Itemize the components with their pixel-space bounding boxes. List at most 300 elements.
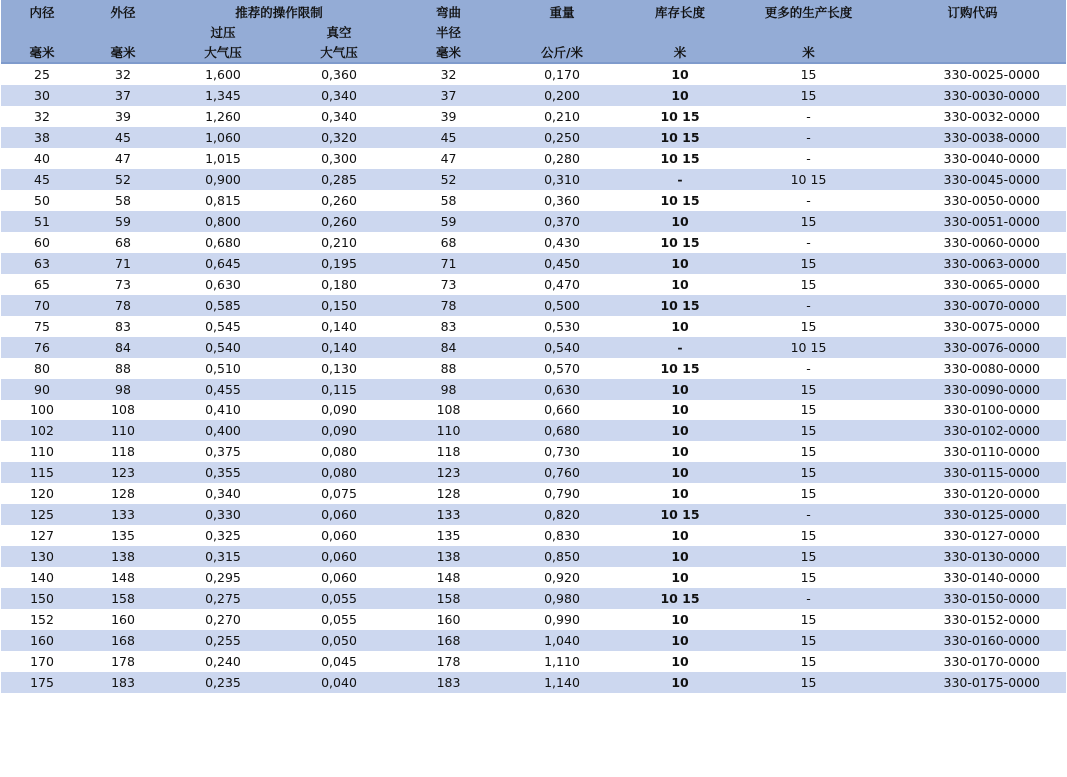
outer-dia-cell: 128 bbox=[83, 483, 163, 504]
more-lengths-cell: 15 bbox=[738, 211, 879, 232]
overpressure-cell: 0,630 bbox=[163, 274, 283, 295]
more-lengths-cell: 15 bbox=[738, 441, 879, 462]
table-row bbox=[1, 63, 1066, 85]
inner-dia-cell: 38 bbox=[1, 127, 83, 148]
more-lengths-cell: - bbox=[738, 588, 879, 609]
bend-radius-cell: 88 bbox=[395, 358, 502, 379]
outer-dia-cell: 39 bbox=[83, 106, 163, 127]
outer-dia-cell: 178 bbox=[83, 651, 163, 672]
bend-radius-cell: 128 bbox=[395, 483, 502, 504]
outer-dia-cell: 160 bbox=[83, 609, 163, 630]
weight-cell: 0,170 bbox=[502, 63, 622, 85]
weight-cell: 0,850 bbox=[502, 546, 622, 567]
weight-cell: 0,680 bbox=[502, 420, 622, 441]
table-row bbox=[1, 295, 1066, 316]
more-lengths-cell: - bbox=[738, 295, 879, 316]
overpressure-cell: 0,400 bbox=[163, 420, 283, 441]
stock-length-cell: 10 bbox=[622, 630, 738, 651]
weight-cell: 0,630 bbox=[502, 379, 622, 400]
more-lengths-cell: 15 bbox=[738, 274, 879, 295]
overpressure-cell: 0,355 bbox=[163, 462, 283, 483]
more-lengths-cell: 15 bbox=[738, 253, 879, 274]
overpressure-cell: 0,540 bbox=[163, 337, 283, 358]
bend-radius-cell: 84 bbox=[395, 337, 502, 358]
unit-m-more: 米 bbox=[738, 41, 879, 63]
bend-radius-cell: 148 bbox=[395, 567, 502, 588]
stock-length-cell: 10 bbox=[622, 483, 738, 504]
outer-dia-cell: 108 bbox=[83, 400, 163, 421]
stock-length-cell: 10 15 bbox=[622, 190, 738, 211]
weight-cell: 0,540 bbox=[502, 337, 622, 358]
overpressure-cell: 1,600 bbox=[163, 63, 283, 85]
order-code-cell: 330-0110-0000 bbox=[879, 441, 1066, 462]
weight-cell: 0,660 bbox=[502, 400, 622, 421]
inner-dia-cell: 50 bbox=[1, 190, 83, 211]
inner-dia-cell: 30 bbox=[1, 85, 83, 106]
overpressure-cell: 0,330 bbox=[163, 504, 283, 525]
outer-dia-cell: 37 bbox=[83, 85, 163, 106]
outer-dia-cell: 183 bbox=[83, 672, 163, 693]
order-code-cell: 330-0125-0000 bbox=[879, 504, 1066, 525]
stock-length-cell: 10 bbox=[622, 420, 738, 441]
vacuum-cell: 0,195 bbox=[283, 253, 395, 274]
table-row bbox=[1, 106, 1066, 127]
order-code-cell: 330-0038-0000 bbox=[879, 127, 1066, 148]
weight-cell: 0,790 bbox=[502, 483, 622, 504]
more-lengths-cell: - bbox=[738, 504, 879, 525]
inner-dia-cell: 100 bbox=[1, 400, 83, 421]
inner-dia-cell: 63 bbox=[1, 253, 83, 274]
vacuum-cell: 0,045 bbox=[283, 651, 395, 672]
outer-dia-cell: 118 bbox=[83, 441, 163, 462]
weight-cell: 0,570 bbox=[502, 358, 622, 379]
overpressure-cell: 0,270 bbox=[163, 609, 283, 630]
weight-cell: 0,730 bbox=[502, 441, 622, 462]
order-code-cell: 330-0070-0000 bbox=[879, 295, 1066, 316]
inner-dia-cell: 76 bbox=[1, 337, 83, 358]
order-code-cell: 330-0102-0000 bbox=[879, 420, 1066, 441]
bend-radius-cell: 73 bbox=[395, 274, 502, 295]
more-lengths-cell: - bbox=[738, 127, 879, 148]
bend-radius-cell: 37 bbox=[395, 85, 502, 106]
more-lengths-cell: 15 bbox=[738, 567, 879, 588]
stock-length-cell: 10 15 bbox=[622, 588, 738, 609]
more-lengths-cell: 15 bbox=[738, 379, 879, 400]
overpressure-cell: 0,510 bbox=[163, 358, 283, 379]
table-body bbox=[1, 63, 1066, 693]
order-code-cell: 330-0051-0000 bbox=[879, 211, 1066, 232]
col-order-code: 订购代码 bbox=[879, 0, 1066, 23]
overpressure-cell: 0,375 bbox=[163, 441, 283, 462]
order-code-cell: 330-0115-0000 bbox=[879, 462, 1066, 483]
table-row bbox=[1, 483, 1066, 504]
order-code-cell: 330-0175-0000 bbox=[879, 672, 1066, 693]
outer-dia-cell: 168 bbox=[83, 630, 163, 651]
stock-length-cell: 10 bbox=[622, 567, 738, 588]
table-row bbox=[1, 672, 1066, 693]
more-lengths-cell: - bbox=[738, 148, 879, 169]
outer-dia-cell: 123 bbox=[83, 462, 163, 483]
table-row bbox=[1, 211, 1066, 232]
overpressure-cell: 1,260 bbox=[163, 106, 283, 127]
vacuum-cell: 0,140 bbox=[283, 316, 395, 337]
col-more-lengths: 更多的生产长度 bbox=[738, 0, 879, 23]
table-row bbox=[1, 630, 1066, 651]
outer-dia-cell: 59 bbox=[83, 211, 163, 232]
overpressure-cell: 1,060 bbox=[163, 127, 283, 148]
bend-radius-cell: 110 bbox=[395, 420, 502, 441]
weight-cell: 1,110 bbox=[502, 651, 622, 672]
overpressure-cell: 1,345 bbox=[163, 85, 283, 106]
overpressure-cell: 0,240 bbox=[163, 651, 283, 672]
bend-radius-cell: 178 bbox=[395, 651, 502, 672]
table-header bbox=[1, 0, 1066, 63]
stock-length-cell: 10 15 bbox=[622, 106, 738, 127]
stock-length-cell: - bbox=[622, 337, 738, 358]
inner-dia-cell: 75 bbox=[1, 316, 83, 337]
col-recommended-limits: 推荐的操作限制 bbox=[163, 0, 395, 23]
weight-cell: 0,280 bbox=[502, 148, 622, 169]
table-row bbox=[1, 190, 1066, 211]
overpressure-cell: 0,295 bbox=[163, 567, 283, 588]
overpressure-cell: 0,680 bbox=[163, 232, 283, 253]
table-row bbox=[1, 651, 1066, 672]
col-outer-diameter: 外径 bbox=[83, 0, 163, 23]
order-code-cell: 330-0100-0000 bbox=[879, 400, 1066, 421]
more-lengths-cell: 15 bbox=[738, 672, 879, 693]
outer-dia-cell: 148 bbox=[83, 567, 163, 588]
outer-dia-cell: 32 bbox=[83, 63, 163, 85]
outer-dia-cell: 73 bbox=[83, 274, 163, 295]
overpressure-cell: 1,015 bbox=[163, 148, 283, 169]
vacuum-cell: 0,090 bbox=[283, 420, 395, 441]
bend-radius-cell: 45 bbox=[395, 127, 502, 148]
inner-dia-cell: 45 bbox=[1, 169, 83, 190]
more-lengths-cell: 15 bbox=[738, 462, 879, 483]
weight-cell: 0,370 bbox=[502, 211, 622, 232]
inner-dia-cell: 51 bbox=[1, 211, 83, 232]
table-row bbox=[1, 588, 1066, 609]
col-bend-radius: 半径 bbox=[395, 23, 502, 41]
table-row bbox=[1, 337, 1066, 358]
more-lengths-cell: 15 bbox=[738, 85, 879, 106]
inner-dia-cell: 70 bbox=[1, 295, 83, 316]
overpressure-cell: 0,340 bbox=[163, 483, 283, 504]
order-code-cell: 330-0075-0000 bbox=[879, 316, 1066, 337]
vacuum-cell: 0,055 bbox=[283, 588, 395, 609]
inner-dia-cell: 130 bbox=[1, 546, 83, 567]
inner-dia-cell: 115 bbox=[1, 462, 83, 483]
bend-radius-cell: 83 bbox=[395, 316, 502, 337]
more-lengths-cell: - bbox=[738, 232, 879, 253]
outer-dia-cell: 133 bbox=[83, 504, 163, 525]
stock-length-cell: 10 bbox=[622, 379, 738, 400]
outer-dia-cell: 135 bbox=[83, 525, 163, 546]
outer-dia-cell: 88 bbox=[83, 358, 163, 379]
order-code-cell: 330-0076-0000 bbox=[879, 337, 1066, 358]
inner-dia-cell: 127 bbox=[1, 525, 83, 546]
vacuum-cell: 0,320 bbox=[283, 127, 395, 148]
vacuum-cell: 0,040 bbox=[283, 672, 395, 693]
col-inner-diameter: 内径 bbox=[1, 0, 83, 23]
order-code-cell: 330-0030-0000 bbox=[879, 85, 1066, 106]
inner-dia-cell: 25 bbox=[1, 63, 83, 85]
outer-dia-cell: 52 bbox=[83, 169, 163, 190]
outer-dia-cell: 68 bbox=[83, 232, 163, 253]
unit-atm-overpressure: 大气压 bbox=[163, 41, 283, 63]
stock-length-cell: 10 15 bbox=[622, 232, 738, 253]
stock-length-cell: 10 bbox=[622, 672, 738, 693]
unit-m-stock: 米 bbox=[622, 41, 738, 63]
vacuum-cell: 0,080 bbox=[283, 441, 395, 462]
inner-dia-cell: 40 bbox=[1, 148, 83, 169]
order-code-cell: 330-0152-0000 bbox=[879, 609, 1066, 630]
weight-cell: 0,990 bbox=[502, 609, 622, 630]
table-row bbox=[1, 127, 1066, 148]
inner-dia-cell: 80 bbox=[1, 358, 83, 379]
more-lengths-cell: 15 bbox=[738, 316, 879, 337]
overpressure-cell: 0,275 bbox=[163, 588, 283, 609]
table-row bbox=[1, 546, 1066, 567]
order-code-cell: 330-0032-0000 bbox=[879, 106, 1066, 127]
more-lengths-cell: 15 bbox=[738, 546, 879, 567]
table-row bbox=[1, 525, 1066, 546]
vacuum-cell: 0,260 bbox=[283, 190, 395, 211]
table-row bbox=[1, 169, 1066, 190]
outer-dia-cell: 138 bbox=[83, 546, 163, 567]
stock-length-cell: 10 15 bbox=[622, 127, 738, 148]
vacuum-cell: 0,300 bbox=[283, 148, 395, 169]
outer-dia-cell: 83 bbox=[83, 316, 163, 337]
inner-dia-cell: 152 bbox=[1, 609, 83, 630]
table-row bbox=[1, 358, 1066, 379]
stock-length-cell: 10 bbox=[622, 651, 738, 672]
more-lengths-cell: 15 bbox=[738, 630, 879, 651]
stock-length-cell: 10 bbox=[622, 85, 738, 106]
vacuum-cell: 0,060 bbox=[283, 525, 395, 546]
unit-mm-inner: 毫米 bbox=[1, 41, 83, 63]
weight-cell: 0,310 bbox=[502, 169, 622, 190]
overpressure-cell: 0,255 bbox=[163, 630, 283, 651]
weight-cell: 0,360 bbox=[502, 190, 622, 211]
order-code-cell: 330-0045-0000 bbox=[879, 169, 1066, 190]
col-bend: 弯曲 bbox=[395, 0, 502, 23]
outer-dia-cell: 110 bbox=[83, 420, 163, 441]
overpressure-cell: 0,455 bbox=[163, 379, 283, 400]
bend-radius-cell: 78 bbox=[395, 295, 502, 316]
vacuum-cell: 0,055 bbox=[283, 609, 395, 630]
more-lengths-cell: 15 bbox=[738, 483, 879, 504]
vacuum-cell: 0,080 bbox=[283, 462, 395, 483]
overpressure-cell: 0,815 bbox=[163, 190, 283, 211]
more-lengths-cell: 15 bbox=[738, 525, 879, 546]
stock-length-cell: 10 bbox=[622, 462, 738, 483]
unit-kg-per-m: 公斤/米 bbox=[502, 41, 622, 63]
stock-length-cell: - bbox=[622, 169, 738, 190]
stock-length-cell: 10 bbox=[622, 211, 738, 232]
stock-length-cell: 10 15 bbox=[622, 295, 738, 316]
inner-dia-cell: 102 bbox=[1, 420, 83, 441]
table-row bbox=[1, 441, 1066, 462]
more-lengths-cell: 15 bbox=[738, 420, 879, 441]
outer-dia-cell: 71 bbox=[83, 253, 163, 274]
stock-length-cell: 10 bbox=[622, 274, 738, 295]
col-stock-length: 库存长度 bbox=[622, 0, 738, 23]
inner-dia-cell: 150 bbox=[1, 588, 83, 609]
vacuum-cell: 0,150 bbox=[283, 295, 395, 316]
weight-cell: 0,920 bbox=[502, 567, 622, 588]
bend-radius-cell: 168 bbox=[395, 630, 502, 651]
bend-radius-cell: 183 bbox=[395, 672, 502, 693]
col-vacuum: 真空 bbox=[283, 23, 395, 41]
weight-cell: 1,140 bbox=[502, 672, 622, 693]
overpressure-cell: 0,325 bbox=[163, 525, 283, 546]
stock-length-cell: 10 bbox=[622, 253, 738, 274]
weight-cell: 0,210 bbox=[502, 106, 622, 127]
bend-radius-cell: 68 bbox=[395, 232, 502, 253]
vacuum-cell: 0,180 bbox=[283, 274, 395, 295]
bend-radius-cell: 138 bbox=[395, 546, 502, 567]
overpressure-cell: 0,800 bbox=[163, 211, 283, 232]
table-row bbox=[1, 232, 1066, 253]
weight-cell: 0,530 bbox=[502, 316, 622, 337]
table-row bbox=[1, 567, 1066, 588]
overpressure-cell: 0,545 bbox=[163, 316, 283, 337]
order-code-cell: 330-0160-0000 bbox=[879, 630, 1066, 651]
weight-cell: 0,450 bbox=[502, 253, 622, 274]
bend-radius-cell: 39 bbox=[395, 106, 502, 127]
bend-radius-cell: 52 bbox=[395, 169, 502, 190]
stock-length-cell: 10 bbox=[622, 316, 738, 337]
weight-cell: 0,820 bbox=[502, 504, 622, 525]
more-lengths-cell: - bbox=[738, 358, 879, 379]
bend-radius-cell: 58 bbox=[395, 190, 502, 211]
col-weight: 重量 bbox=[502, 0, 622, 23]
table-row bbox=[1, 274, 1066, 295]
more-lengths-cell: 10 15 bbox=[738, 337, 879, 358]
inner-dia-cell: 110 bbox=[1, 441, 83, 462]
table-row bbox=[1, 420, 1066, 441]
table-row bbox=[1, 400, 1066, 421]
bend-radius-cell: 32 bbox=[395, 63, 502, 85]
inner-dia-cell: 32 bbox=[1, 106, 83, 127]
table-row bbox=[1, 85, 1066, 106]
more-lengths-cell: 10 15 bbox=[738, 169, 879, 190]
table-row bbox=[1, 148, 1066, 169]
order-code-cell: 330-0130-0000 bbox=[879, 546, 1066, 567]
bend-radius-cell: 98 bbox=[395, 379, 502, 400]
stock-length-cell: 10 15 bbox=[622, 358, 738, 379]
order-code-cell: 330-0150-0000 bbox=[879, 588, 1066, 609]
overpressure-cell: 0,410 bbox=[163, 400, 283, 421]
vacuum-cell: 0,060 bbox=[283, 546, 395, 567]
order-code-cell: 330-0060-0000 bbox=[879, 232, 1066, 253]
inner-dia-cell: 175 bbox=[1, 672, 83, 693]
order-code-cell: 330-0170-0000 bbox=[879, 651, 1066, 672]
weight-cell: 0,830 bbox=[502, 525, 622, 546]
weight-cell: 0,470 bbox=[502, 274, 622, 295]
unit-atm-vacuum: 大气压 bbox=[283, 41, 395, 63]
inner-dia-cell: 140 bbox=[1, 567, 83, 588]
outer-dia-cell: 78 bbox=[83, 295, 163, 316]
outer-dia-cell: 47 bbox=[83, 148, 163, 169]
weight-cell: 0,250 bbox=[502, 127, 622, 148]
stock-length-cell: 10 bbox=[622, 546, 738, 567]
vacuum-cell: 0,050 bbox=[283, 630, 395, 651]
order-code-cell: 330-0063-0000 bbox=[879, 253, 1066, 274]
inner-dia-cell: 170 bbox=[1, 651, 83, 672]
overpressure-cell: 0,315 bbox=[163, 546, 283, 567]
overpressure-cell: 0,235 bbox=[163, 672, 283, 693]
stock-length-cell: 10 bbox=[622, 400, 738, 421]
vacuum-cell: 0,140 bbox=[283, 337, 395, 358]
vacuum-cell: 0,090 bbox=[283, 400, 395, 421]
vacuum-cell: 0,340 bbox=[283, 85, 395, 106]
stock-length-cell: 10 15 bbox=[622, 148, 738, 169]
outer-dia-cell: 45 bbox=[83, 127, 163, 148]
vacuum-cell: 0,075 bbox=[283, 483, 395, 504]
stock-length-cell: 10 bbox=[622, 441, 738, 462]
bend-radius-cell: 59 bbox=[395, 211, 502, 232]
outer-dia-cell: 158 bbox=[83, 588, 163, 609]
more-lengths-cell: 15 bbox=[738, 609, 879, 630]
overpressure-cell: 0,585 bbox=[163, 295, 283, 316]
more-lengths-cell: 15 bbox=[738, 651, 879, 672]
table-row bbox=[1, 253, 1066, 274]
order-code-cell: 330-0065-0000 bbox=[879, 274, 1066, 295]
vacuum-cell: 0,210 bbox=[283, 232, 395, 253]
order-code-cell: 330-0120-0000 bbox=[879, 483, 1066, 504]
vacuum-cell: 0,115 bbox=[283, 379, 395, 400]
order-code-cell: 330-0040-0000 bbox=[879, 148, 1066, 169]
hose-spec-table bbox=[1, 0, 1066, 693]
table-row bbox=[1, 316, 1066, 337]
vacuum-cell: 0,360 bbox=[283, 63, 395, 85]
stock-length-cell: 10 bbox=[622, 609, 738, 630]
inner-dia-cell: 125 bbox=[1, 504, 83, 525]
inner-dia-cell: 65 bbox=[1, 274, 83, 295]
overpressure-cell: 0,900 bbox=[163, 169, 283, 190]
col-overpressure: 过压 bbox=[163, 23, 283, 41]
more-lengths-cell: 15 bbox=[738, 400, 879, 421]
vacuum-cell: 0,130 bbox=[283, 358, 395, 379]
weight-cell: 0,430 bbox=[502, 232, 622, 253]
bend-radius-cell: 135 bbox=[395, 525, 502, 546]
stock-length-cell: 10 bbox=[622, 63, 738, 85]
vacuum-cell: 0,340 bbox=[283, 106, 395, 127]
unit-mm-outer: 毫米 bbox=[83, 41, 163, 63]
table-row bbox=[1, 462, 1066, 483]
stock-length-cell: 10 15 bbox=[622, 504, 738, 525]
table-row bbox=[1, 379, 1066, 400]
outer-dia-cell: 84 bbox=[83, 337, 163, 358]
order-code-cell: 330-0140-0000 bbox=[879, 567, 1066, 588]
inner-dia-cell: 60 bbox=[1, 232, 83, 253]
table-row bbox=[1, 609, 1066, 630]
outer-dia-cell: 58 bbox=[83, 190, 163, 211]
order-code-cell: 330-0025-0000 bbox=[879, 63, 1066, 85]
bend-radius-cell: 108 bbox=[395, 400, 502, 421]
order-code-cell: 330-0090-0000 bbox=[879, 379, 1066, 400]
bend-radius-cell: 47 bbox=[395, 148, 502, 169]
overpressure-cell: 0,645 bbox=[163, 253, 283, 274]
more-lengths-cell: - bbox=[738, 106, 879, 127]
inner-dia-cell: 160 bbox=[1, 630, 83, 651]
inner-dia-cell: 90 bbox=[1, 379, 83, 400]
vacuum-cell: 0,285 bbox=[283, 169, 395, 190]
bend-radius-cell: 123 bbox=[395, 462, 502, 483]
table-row bbox=[1, 504, 1066, 525]
